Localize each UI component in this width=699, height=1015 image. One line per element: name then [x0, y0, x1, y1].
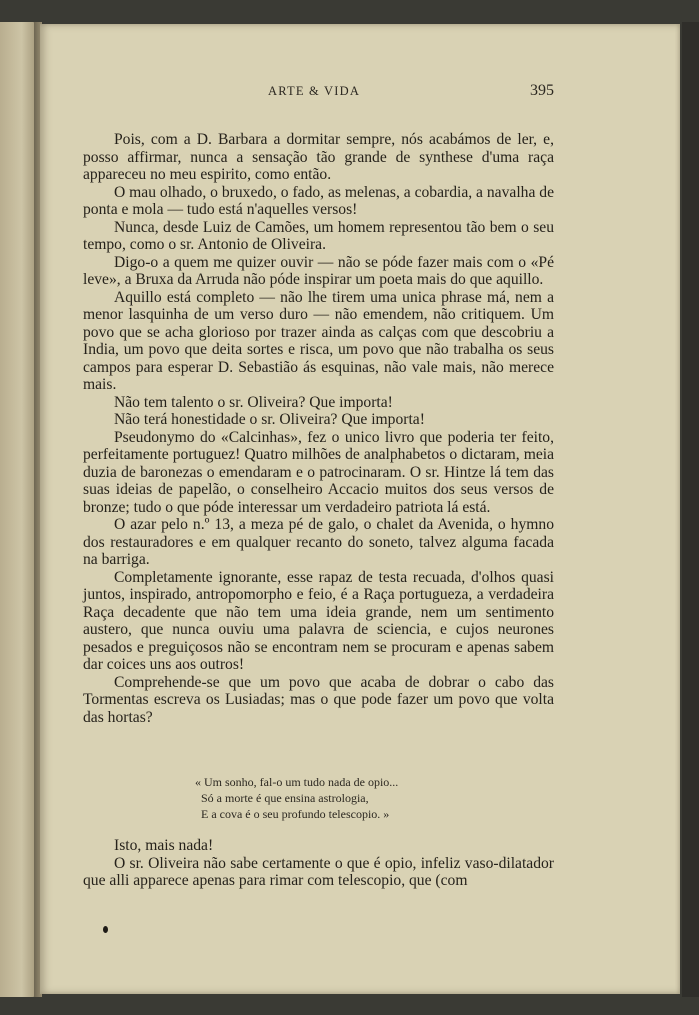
paragraph: Comprehende-se que um povo que acaba de dobrar o cabo das Tormentas escreva os Lusiadas; mas o que pode fazer um povo que volta das hortas? [83, 673, 554, 726]
paragraph: Isto, mais nada! [114, 837, 214, 854]
verse-line: Só a morte é que ensina astrologia, [201, 791, 369, 805]
background-edge [682, 22, 699, 997]
main-text [83, 131, 554, 726]
paragraph: O mau olhado, o bruxedo, o fado, as melenas, a cobardia, a navalha de ponta e mola — tudo está n'aquelles versos! [83, 183, 554, 218]
verse-quotation [195, 774, 398, 822]
page-number: 395 [530, 82, 554, 99]
paragraph: Não tem talento o sr. Oliveira? Que importa! [114, 393, 393, 411]
paragraph: Nunca, desde Luiz de Camões, um homem representou tão bem o seu tempo, como o sr. Antonio de Oliveira. [83, 218, 554, 253]
facing-page-edge [0, 22, 36, 997]
paragraph: O azar pelo n.º 13, a meza pé de galo, o chalet da Avenida, o hymno dos restauradores e em qualquer recanto do soneto, talvez alguma facada na barriga. [83, 516, 554, 568]
closing-text [83, 837, 554, 890]
running-title: ARTE & VIDA [268, 84, 361, 98]
paragraph: Pois, com a D. Barbara a dormitar sempre, nós acabámos de ler, e, posso affirmar, nunca a sensação tão grande de synthese d'uma raça appareceu no meu espirito, como então. [83, 131, 554, 183]
paragraph: Completamente ignorante, esse rapaz de testa recuada, d'olhos quasi juntos, inspirado, antropomorpho e feio, é a Raça portugueza, a verdadeira Raça decadente que não tem uma ideia grande, nem um sentimento austero, que nunca ouviu uma palavra de sciencia, e cujos neurones pesados e preguiçosos não se encontram nem se procuram e apenas sabem dar coices uns aos outros! [83, 568, 554, 673]
book-page [40, 24, 680, 994]
paragraph: Aquillo está completo — não lhe tirem uma unica phrase má, nem a menor lasquinha de um verso duro — não emendem, não critiquem. Um povo que se acha glorioso por trazer ainda as calças com que descobriu a India, um povo que deita sortes e risca, um povo que não trabalha os seus campos para esperar D. Sebastião ás esquinas, não vale mais, não merece mais. [83, 288, 554, 393]
paragraph: Pseudonymo do «Calcinhas», fez o unico livro que poderia ter feito, perfeitamente portuguez! Quatro milhões de analphabetos o dictaram, meia duzia de baronezas o emendaram e o patrocinaram. O sr. Hintze lá tem das suas ideias de papelão, o conselheiro Accacio muitos dos seus versos de bronze; tudo o que póde interessar um verdadeiro patriota lá está. [83, 428, 554, 516]
paragraph: Digo-o a quem me quizer ouvir — não se póde fazer mais com o «Pé leve», a Bruxa da Arruda não póde inspirar um poeta mais do que aquillo. [83, 253, 554, 288]
paragraph: O sr. Oliveira não sabe certamente o que é opio, infeliz vaso-dilatador que alli apparece apenas para rimar com telescopio, que (com [83, 854, 554, 889]
ink-spot [103, 926, 108, 933]
verse-line: « Um sonho, fal-o um tudo nada de opio... [195, 775, 399, 789]
verse-line: E a cova é o seu profundo telescopio. » [201, 807, 390, 821]
paragraph: Não terá honestidade o sr. Oliveira? Que importa! [114, 411, 425, 428]
